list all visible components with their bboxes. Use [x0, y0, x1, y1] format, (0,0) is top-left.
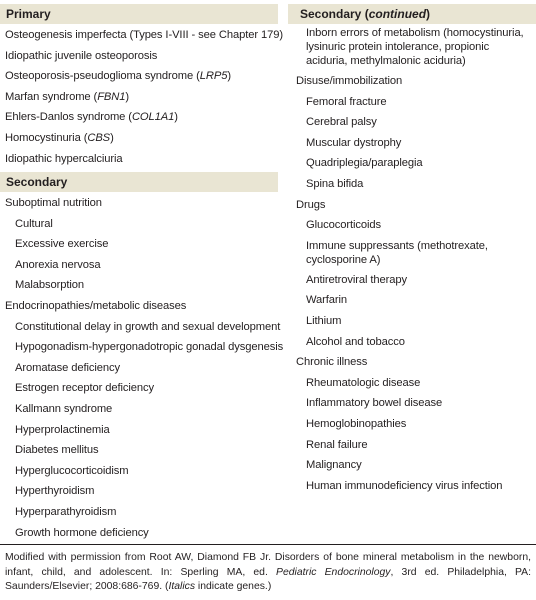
secondary-list-item [5, 255, 280, 276]
secondary-continued-list-item-text: Warfarin [306, 294, 348, 307]
secondary-list-item-text: Excessive exercise [15, 238, 109, 251]
gene-name: LRP5 [199, 70, 228, 83]
secondary-continued-list-item [296, 215, 532, 236]
secondary-list-item [5, 337, 284, 358]
secondary-list-item-text: Aromatase deficiency [15, 361, 120, 374]
secondary-continued-heading-prefix: Secondary ( [300, 7, 369, 21]
secondary-continued-list-item-text: Disuse/immobilization [296, 75, 403, 87]
secondary-continued-list-item [296, 23, 532, 71]
secondary-continued-list-item [296, 236, 532, 270]
secondary-continued-heading-italic: continued [368, 7, 427, 21]
primary-list-item-suffix: ) [227, 70, 231, 83]
primary-list-item [5, 25, 283, 46]
secondary-list-item-text: Growth hormone deficiency [15, 526, 149, 539]
secondary-continued-list-item [296, 195, 532, 216]
secondary-continued-list-item [296, 133, 532, 154]
secondary-continued-list-item [296, 153, 532, 174]
secondary-continued-list-item [296, 290, 532, 311]
table-footnote [0, 544, 536, 595]
footnote-text-after: , 3rd ed. Philadelphia, PA: Saunders/Elsevier; 2008:686-769. ( [5, 566, 532, 593]
secondary-list-item [5, 317, 280, 338]
primary-heading-label: Primary [6, 7, 51, 21]
primary-list-item-suffix: ) [174, 111, 178, 124]
secondary-list-item [5, 214, 280, 235]
secondary-continued-list-item-text: Quadriplegia/paraplegia [306, 157, 423, 170]
secondary-list-item-text: Estrogen receptor deficiency [15, 382, 154, 395]
secondary-list-item [5, 481, 280, 502]
secondary-continued-list-item [296, 455, 532, 476]
secondary-continued-list-item-text: Muscular dystrophy [306, 136, 402, 149]
primary-heading [0, 4, 278, 24]
primary-list-item [5, 66, 280, 87]
secondary-continued-list-item [296, 332, 532, 353]
secondary-list-item [5, 234, 280, 255]
secondary-heading [0, 172, 278, 192]
secondary-list-item [5, 523, 280, 544]
secondary-continued-list-item-text: Hemoglobinopathies [306, 417, 407, 430]
secondary-list-item [5, 502, 280, 523]
footnote-book-title: Pediatric Endocrinology [276, 566, 391, 578]
secondary-continued-list-item [296, 71, 532, 92]
secondary-continued-list-item [296, 174, 532, 195]
secondary-list-item-text: Anorexia nervosa [15, 258, 101, 271]
secondary-list-item-text: Diabetes mellitus [15, 444, 99, 457]
secondary-list-item-text: Kallmann syndrome [15, 402, 113, 415]
secondary-continued-list [296, 23, 532, 496]
primary-list-item [5, 128, 280, 149]
secondary-continued-list-item-text: Renal failure [306, 438, 368, 451]
secondary-list-item-text: Suboptimal nutrition [5, 197, 102, 209]
primary-list-item [5, 87, 280, 108]
secondary-list-item-text: Cultural [15, 217, 53, 230]
primary-list-item-text: Ehlers-Danlos syndrome ( [5, 111, 132, 124]
secondary-list-item [5, 358, 280, 379]
primary-list-item-suffix: ) [110, 131, 114, 144]
footnote-italics-note: Italics [168, 581, 196, 593]
secondary-continued-list-item [296, 92, 532, 113]
secondary-continued-list-item [296, 476, 532, 497]
secondary-list-item [5, 193, 280, 214]
secondary-continued-list-item [296, 393, 532, 414]
secondary-list-item-text: Hyperglucocorticoidism [15, 464, 129, 477]
footnote-text-end: indicate genes.) [195, 581, 272, 593]
secondary-continued-list-item [296, 311, 532, 332]
secondary-continued-list-item [296, 270, 532, 291]
secondary-continued-list-item-text: Inflammatory bowel disease [306, 397, 443, 410]
secondary-continued-list-item-text: Spina bifida [306, 177, 364, 190]
secondary-list-item-text: Constitutional delay in growth and sexual development [15, 320, 281, 333]
secondary-continued-list-item-text: Chronic illness [296, 356, 368, 369]
primary-list-item-text: Idiopathic hypercalciuria [5, 152, 123, 165]
secondary-continued-list-item-text: Cerebral palsy [306, 116, 377, 129]
secondary-list-item [5, 440, 280, 461]
primary-list-item [5, 46, 280, 67]
primary-list-item [5, 149, 280, 170]
gene-name: CBS [87, 131, 111, 144]
secondary-list-item-text: Malabsorption [15, 279, 84, 292]
secondary-list-item-text: Hyperprolactinemia [15, 423, 110, 436]
secondary-list-item-text: Hypogonadism-hypergonadotropic gonadal dysgenesis [15, 341, 284, 354]
primary-list-item [5, 107, 280, 128]
primary-list-item-suffix: ) [125, 90, 130, 103]
secondary-continued-list-item-text: Femoral fracture [306, 95, 387, 108]
primary-list-item-text: Idiopathic juvenile osteoporosis [5, 49, 158, 62]
secondary-continued-list-item-text: Glucocorticoids [306, 219, 381, 232]
gene-name: COL1A1 [131, 111, 175, 124]
secondary-list [5, 193, 284, 543]
primary-list-item-text: Marfan syndrome ( [5, 90, 98, 103]
secondary-continued-heading-suffix: ) [426, 7, 431, 21]
secondary-continued-list-item-text: Immune suppressants (methotrexate, cyclosporine A) [306, 239, 488, 266]
secondary-continued-list-item [296, 414, 532, 435]
secondary-continued-list-item-text: Lithium [306, 314, 342, 327]
secondary-continued-list-item-text: Antiretroviral therapy [306, 273, 408, 286]
secondary-list-item [5, 399, 280, 420]
secondary-list-item-text: Hyperthyroidism [15, 485, 95, 498]
secondary-continued-list-item-text: Human immunodeficiency virus infection [306, 479, 503, 492]
secondary-list-item [5, 296, 280, 317]
primary-list-item-text: Osteoporosis-pseudoglioma syndrome ( [5, 70, 200, 83]
gene-name: FBN1 [97, 90, 126, 103]
secondary-continued-list-item-text: Drugs [296, 198, 326, 211]
secondary-heading-label: Secondary [6, 175, 68, 189]
footnote-text-before: Modified with permission from Root AW, Diamond FB Jr. Disorders of bone mineral metabolism in the newborn, infant, child, and adolescent. In: Sperling MA, ed. [5, 552, 531, 578]
secondary-list-item-text: Endocrinopathies/metabolic diseases [5, 299, 187, 312]
secondary-continued-list-item [296, 352, 532, 373]
secondary-continued-list-item-text: Alcohol and tobacco [306, 335, 405, 348]
primary-list-item-text: Homocystinuria ( [5, 131, 88, 144]
secondary-list-item [5, 275, 280, 296]
primary-list-item-text: Osteogenesis imperfecta (Types I-VIII - see Chapter 179) [5, 29, 283, 41]
secondary-list-item [5, 378, 280, 399]
secondary-continued-list-item-text: Inborn errors of metabolism (homocystinuria, lysinuric protein intolerance, propionic aciduria, methylmalonic aciduria) [306, 27, 524, 67]
secondary-continued-list-item-text: Malignancy [306, 459, 362, 472]
secondary-continued-list-item [296, 112, 532, 133]
secondary-list-item [5, 461, 280, 482]
secondary-continued-list-item-text: Rheumatologic disease [306, 376, 421, 389]
secondary-continued-heading [288, 4, 536, 24]
secondary-list-item [5, 420, 280, 441]
primary-list [5, 25, 283, 169]
secondary-continued-list-item [296, 435, 532, 456]
secondary-list-item-text: Hyperparathyroidism [15, 505, 117, 518]
secondary-continued-list-item [296, 373, 532, 394]
